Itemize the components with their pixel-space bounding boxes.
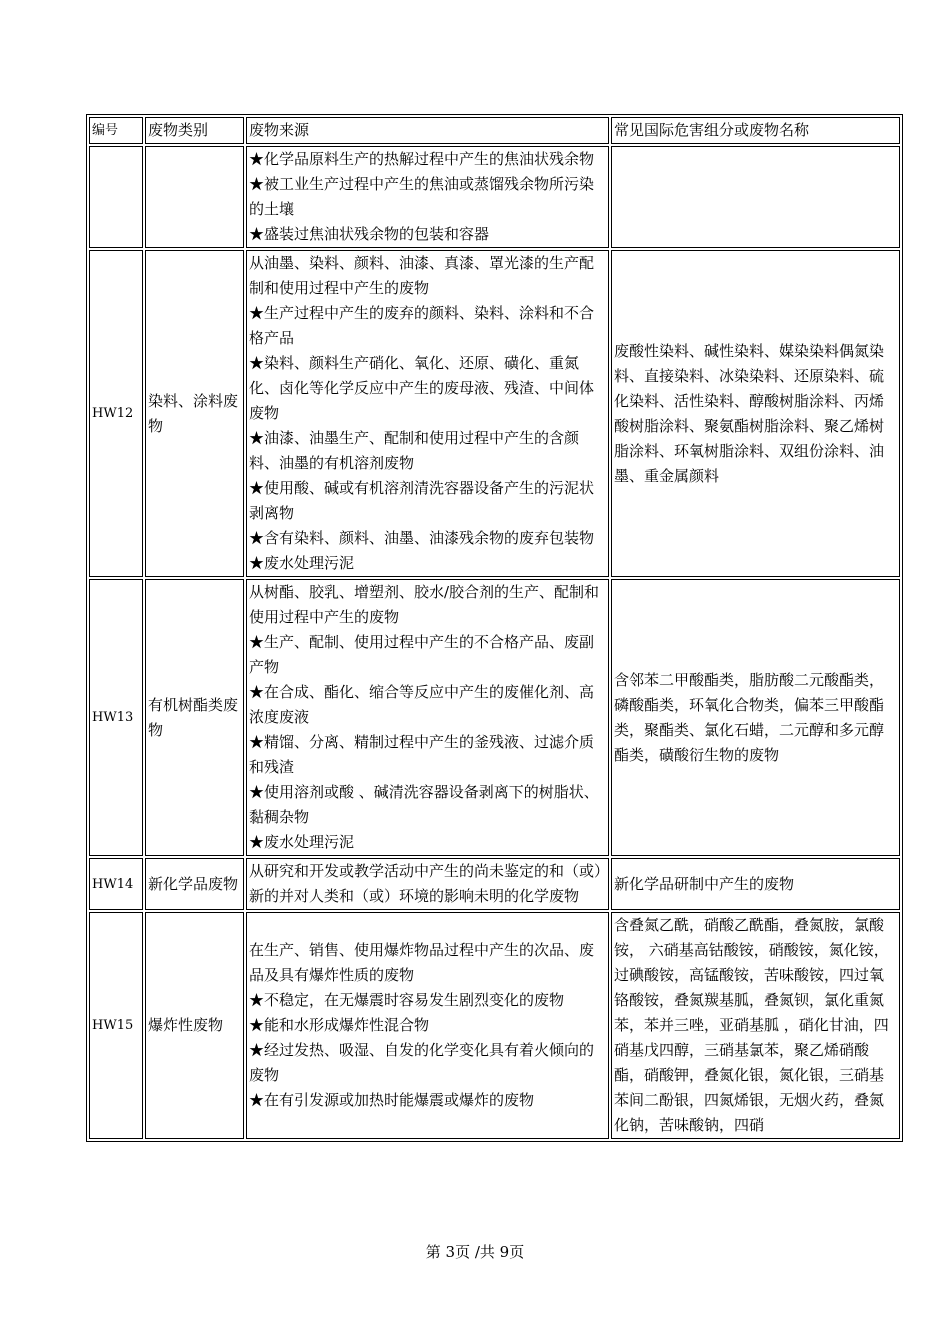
source-line: ★在合成、酯化、缩合等反应中产生的废催化剂、高浓度废液 (249, 683, 595, 726)
source-line: ★染料、颜料生产硝化、氧化、还原、磺化、重氮化、卤化等化学反应中产生的废母液、残渣、中间体废物 (249, 354, 595, 422)
source-line: ★精馏、分离、精制过程中产生的釜残液、过滤介质和残渣 (249, 733, 595, 776)
waste-code-cell: HW14 (89, 858, 143, 910)
header-source: 废物来源 (246, 117, 609, 144)
waste-category-cell: 染料、涂料废物 (145, 250, 244, 577)
source-line: ★被工业生产过程中产生的焦油或蒸馏残余物所污染的土壤 (249, 175, 595, 218)
waste-source-cell (246, 250, 609, 577)
source-line: ★盛装过焦油状残余物的包装和容器 (249, 225, 490, 243)
source-line: ★能和水形成爆炸性混合物 (249, 1016, 430, 1034)
table-row (89, 858, 900, 910)
source-line: ★不稳定，在无爆震时容易发生剧烈变化的废物 (249, 991, 565, 1009)
waste-source-cell (246, 146, 609, 248)
waste-category-cell: 有机树酯类废物 (145, 579, 244, 856)
header-code: 编号 (89, 117, 143, 144)
waste-code-cell: HW15 (89, 912, 143, 1139)
source-line: 从研究和开发或教学活动中产生的尚未鉴定的和（或）新的并对人类和（或）环境的影响未明的化学废物 (249, 862, 602, 905)
table-row (89, 579, 900, 856)
waste-category-cell: 爆炸性废物 (145, 912, 244, 1139)
source-line: 从树酯、胶乳、增塑剂、胶水/胶合剂的生产、配制和使用过程中产生的废物 (249, 583, 600, 626)
source-line: ★废水处理污泥 (249, 554, 355, 572)
source-line: ★使用溶剂或酸 、碱清洗容器设备剥离下的树脂状、黏稠杂物 (249, 783, 599, 826)
waste-source-cell (246, 579, 609, 856)
waste-components-cell: 新化学品研制中产生的废物 (611, 858, 900, 910)
waste-components-cell: 含邻苯二甲酸酯类，脂肪酸二元酸酯类，磷酸酯类，环氧化合物类，偏苯三甲酸酯类，聚酯类、氯化石蜡，二元醇和多元醇酯类，磺酸衍生物的废物 (611, 579, 900, 856)
waste-category-cell: 新化学品废物 (145, 858, 244, 910)
header-components: 常见国际危害组分或废物名称 (611, 117, 900, 144)
table-row (89, 250, 900, 577)
source-line: 从油墨、染料、颜料、油漆、真漆、罩光漆的生产配制和使用过程中产生的废物 (249, 254, 595, 297)
table-row (89, 912, 900, 1139)
source-line: ★含有染料、颜料、油墨、油漆残余物的废弃包装物 (249, 529, 595, 547)
source-line: ★生产、配制、使用过程中产生的不合格产品、废副产物 (249, 633, 595, 676)
source-line: ★经过发热、吸湿、自发的化学变化具有着火倾向的废物 (249, 1041, 595, 1084)
source-line: ★使用酸、碱或有机溶剂清洗容器设备产生的污泥状剥离物 (249, 479, 595, 522)
waste-components-cell: 含叠氮乙酰，硝酸乙酰酯，叠氮胺，氯酸铵， 六硝基高钴酸铵，硝酸铵，氮化铵，过碘酸铵，高锰酸铵，苦味酸铵，四过氧铬酸铵，叠氮羰基胍，叠氮钡，氯化重氮苯，苯并三唑，亚硝基胍 ，硝化甘油，四硝基戊四醇，三硝基氯苯，聚乙烯硝酸酯，硝酸钾，叠氮化银，氮化银，三硝基苯间二酚银，四氮烯银，无烟火药，叠氮化钠，苦味酸钠，四硝 (611, 912, 900, 1139)
source-line: ★在有引发源或加热时能爆震或爆炸的废物 (249, 1091, 535, 1109)
waste-code-cell: HW12 (89, 250, 143, 577)
source-line: ★生产过程中产生的废弃的颜料、染料、涂料和不合格产品 (249, 304, 595, 347)
waste-components-cell: 废酸性染料、碱性染料、媒染染料偶氮染料、直接染料、冰染染料、还原染料、硫化染料、活性染料、醇酸树脂涂料、丙烯酸树脂涂料、聚氨酯树脂涂料、聚乙烯树脂涂料、环氧树脂涂料、双组份涂料、油墨、重金属颜料 (611, 250, 900, 577)
source-line: ★化学品原料生产的热解过程中产生的焦油状残余物 (249, 150, 595, 168)
table-row (89, 146, 900, 248)
waste-components-cell (611, 146, 900, 248)
header-category: 废物类别 (145, 117, 244, 144)
waste-source-cell (246, 858, 609, 910)
waste-source-cell (246, 912, 609, 1139)
source-line: ★废水处理污泥 (249, 833, 355, 851)
table-header-row (89, 117, 900, 144)
source-line: ★油漆、油墨生产、配制和使用过程中产生的含颜料、油墨的有机溶剂废物 (249, 429, 580, 472)
source-line: 在生产、销售、使用爆炸物品过程中产生的次品、废品及具有爆炸性质的废物 (249, 941, 595, 984)
waste-code-cell: HW13 (89, 579, 143, 856)
waste-code-cell (89, 146, 143, 248)
page-number: 第 3页 /共 9页 (425, 1243, 525, 1261)
hazardous-waste-table (86, 114, 903, 1142)
waste-category-cell (145, 146, 244, 248)
